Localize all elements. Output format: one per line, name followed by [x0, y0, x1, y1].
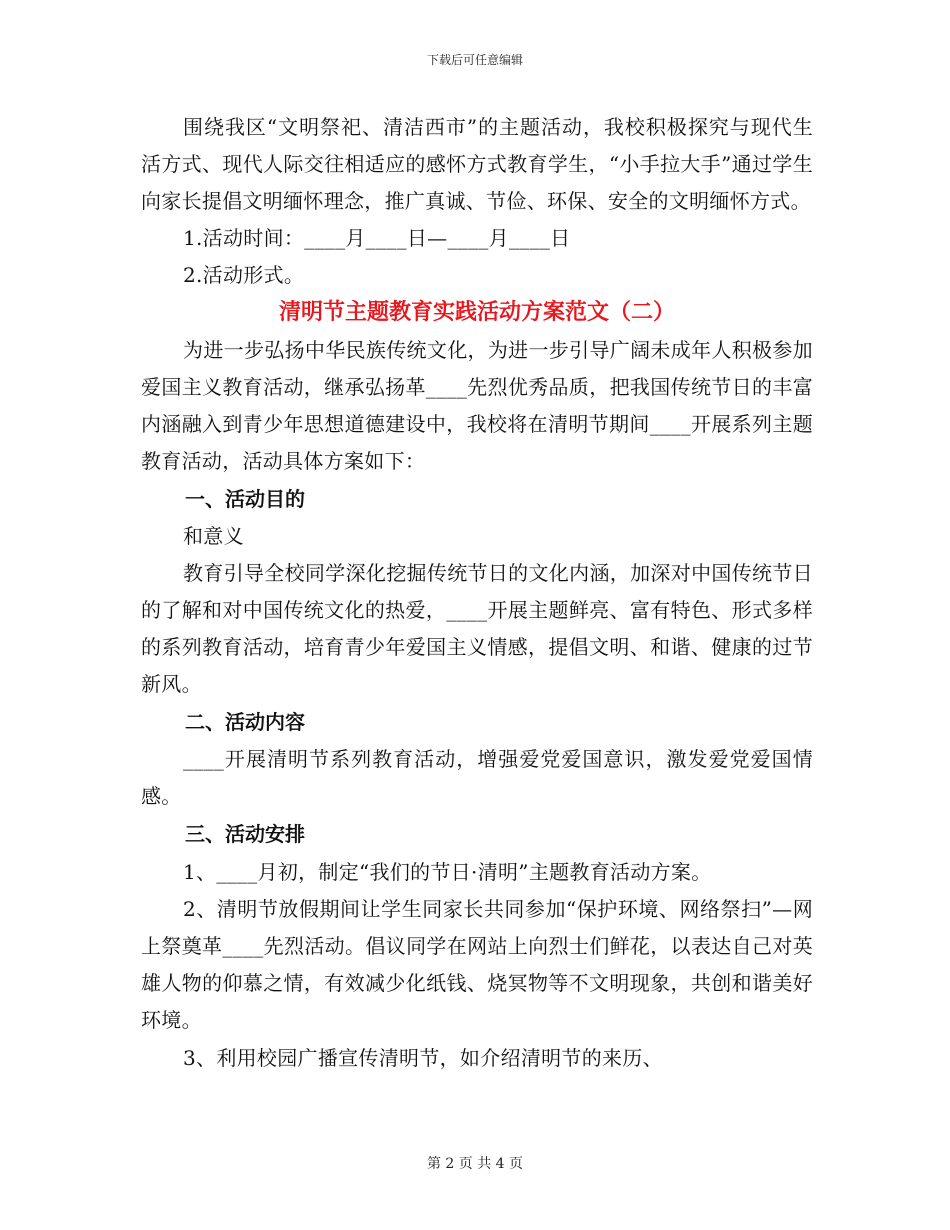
paragraph-purpose-intro: 为进一步弘扬中华民族传统文化，为进一步引导广阔未成年人积极参加爱国主义教育活动，继承弘扬革____先烈优秀品质，把我国传统节日的丰富内涵融入到青少年思想道德建设中，我校将在清明节期间____开展系列主题教育活动，活动具体方案如下： [141, 338, 813, 473]
intro-paragraph: 围绕我区“文明祭祀、清洁西市”的主题活动，我校积极探究与现代生活方式、现代人际交往相适应的感怀方式教育学生，“小手拉大手”通过学生向家长提倡文明缅怀理念，推广真诚、节俭、环保、安全的文明缅怀方式。 [141, 115, 813, 213]
page-footer: 第 2 页 共 4 页 [426, 1156, 524, 1172]
heading-purpose-continuation: 和意义 [183, 524, 244, 548]
arrangement-item-1: 1、____月初，制定“我们的节日·清明”主题教育活动方案。 [183, 860, 712, 884]
paragraph-purpose-body: 教育引导全校同学深化挖掘传统节日的文化内涵，加深对中国传统节日的了解和对中国传统文化的热爱，____开展主题鲜亮、富有特色、形式多样的系列教育活动，培育青少年爱国主义情感，提倡文明、和谐、健康的过节新风。 [141, 561, 813, 696]
page-header: 下载后可任意编辑 [426, 53, 523, 67]
document-body [141, 109, 813, 1077]
section-title: 清明节主题教育实践活动方案范文（二） [278, 300, 675, 325]
heading-activity-arrangement: 三、活动安排 [185, 822, 305, 846]
paragraph-content-body: ____开展清明节系列教育活动，增强爱党爱国意识，激发爱党爱国情感。 [141, 747, 813, 808]
heading-activity-content: 二、活动内容 [185, 710, 305, 734]
activity-time-item: 1.活动时间：____月____日—____月____日 [183, 226, 571, 250]
arrangement-item-3: 3、利用校园广播宣传清明节，如介绍清明节的来历、 [183, 1046, 663, 1070]
heading-activity-purpose: 一、活动目的 [185, 487, 305, 511]
arrangement-item-2: 2、清明节放假期间让学生同家长共同参加“保护环境、网络祭扫”—网上祭奠革____先烈活动。倡议同学在网站上向烈士们鲜花，以表达自己对英雄人物的仰慕之情，有效减少化纸钱、烧冥物等不文明现象，共创和谐美好环境。 [141, 897, 813, 1032]
activity-form-item: 2.活动形式。 [183, 263, 305, 287]
